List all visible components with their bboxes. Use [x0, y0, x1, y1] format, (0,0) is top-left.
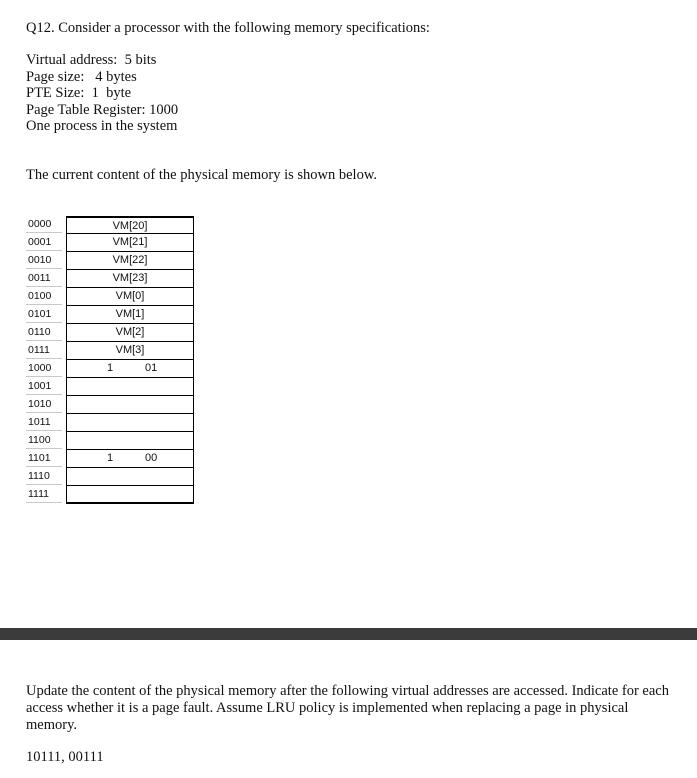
memory-address: 1100 — [26, 432, 62, 449]
memory-address: 0000 — [26, 216, 62, 233]
spec-page-table-register: Page Table Register: 1000 — [26, 101, 179, 118]
memory-address: 0010 — [26, 252, 62, 269]
memory-cell — [66, 450, 194, 468]
spec-virtual-address: Virtual address: 5 bits — [26, 52, 157, 68]
memory-cell: VM[21] — [66, 234, 194, 252]
memory-cell — [66, 414, 194, 432]
memory-cell: VM[20] — [66, 216, 194, 234]
memory-cell: VM[0] — [66, 288, 194, 306]
pte-valid-bit: 1 — [107, 362, 114, 374]
memory-cell: VM[2] — [66, 324, 194, 342]
memory-cell — [66, 468, 194, 486]
memory-address: 0101 — [26, 306, 62, 323]
memory-address: 0110 — [26, 324, 62, 341]
memory-address: 1110 — [26, 468, 62, 485]
task-instruction: Update the content of the physical memory after the following virtual addresses are accessed. Indicate for each access whether it is a page fault. Assume LRU policy is implemented when replacing a page in physical memory. — [26, 683, 669, 733]
memory-address: 0011 — [26, 270, 62, 287]
memory-address: 1101 — [26, 450, 62, 467]
spec-page-size: Page size: 4 bytes — [26, 68, 137, 85]
memory-cell — [66, 486, 194, 504]
memory-address: 1000 — [26, 360, 62, 377]
memory-address: 1011 — [26, 414, 62, 431]
spec-process-count: One process in the system — [26, 118, 178, 134]
memory-cell: VM[1] — [66, 306, 194, 324]
memory-address: 1010 — [26, 396, 62, 413]
memory-cell: VM[22] — [66, 252, 194, 270]
memory-cell — [66, 378, 194, 396]
memory-address: 0111 — [26, 342, 62, 359]
spec-list — [26, 52, 178, 135]
question-title: Q12. Consider a processor with the following memory specifications: — [26, 20, 430, 36]
spec-pte-size: PTE Size: 1 byte — [26, 85, 132, 101]
access-sequence: 10111, 00111 — [26, 749, 104, 765]
memory-cell: VM[23] — [66, 270, 194, 288]
memory-address: 0100 — [26, 288, 62, 305]
memory-address: 1111 — [26, 486, 62, 503]
memory-address: 0001 — [26, 234, 62, 251]
section-divider — [0, 628, 697, 640]
memory-cell — [66, 396, 194, 414]
memory-cell — [66, 432, 194, 450]
memory-cell: VM[3] — [66, 342, 194, 360]
pte-valid-bit: 1 — [107, 452, 114, 464]
memory-address: 1001 — [26, 378, 62, 395]
memory-intro: The current content of the physical memory is shown below. — [26, 167, 377, 183]
pte-physical-page: 00 — [145, 452, 158, 464]
pte-physical-page: 01 — [145, 362, 158, 374]
memory-cell — [66, 360, 194, 378]
